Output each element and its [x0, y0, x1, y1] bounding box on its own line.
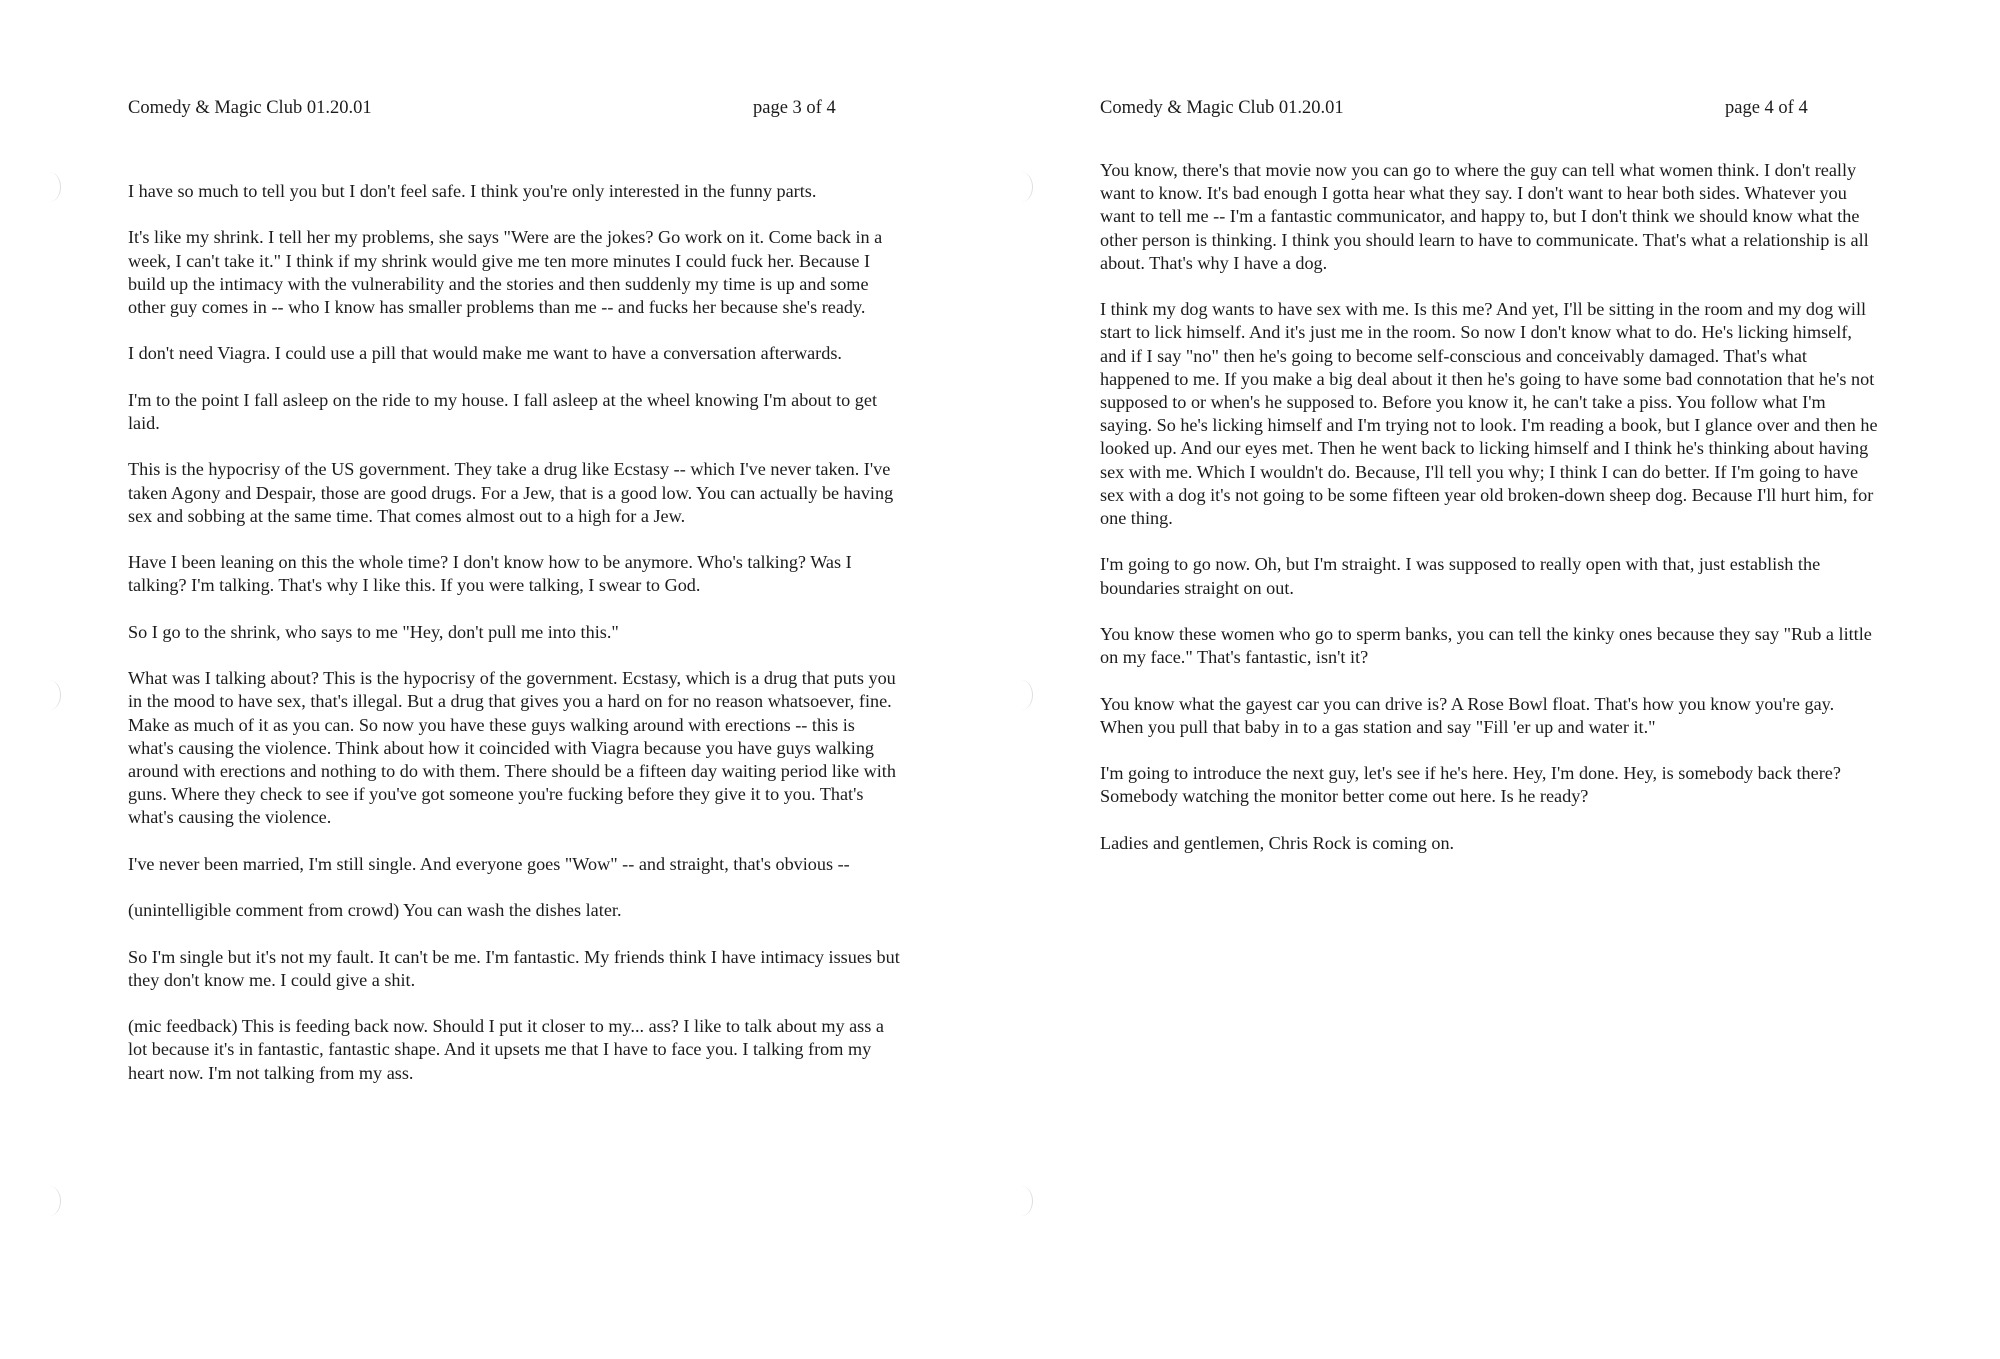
page-number: page 4 of 4 [1725, 98, 1808, 118]
punch-hole-mark [38, 680, 61, 710]
page-header [1100, 98, 1878, 124]
paragraph: You know these women who go to sperm banks, you can tell the kinky ones because they say "Rub a little on my face." That's fantastic, isn't it? [1100, 624, 1872, 668]
paragraph: (unintelligible comment from crowd) You can wash the dishes later. [128, 900, 622, 921]
page-number: page 3 of 4 [753, 98, 836, 118]
punch-hole-mark [38, 1186, 61, 1216]
paragraph: I'm to the point I fall asleep on the ride to my house. I fall asleep at the wheel knowing I'm about to get laid. [128, 389, 878, 433]
page-header [128, 98, 903, 124]
paragraph: So I go to the shrink, who says to me "Hey, don't pull me into this." [128, 621, 619, 642]
punch-hole-mark [1010, 172, 1033, 202]
paragraph: What was I talking about? This is the hypocrisy of the government. Ecstasy, which is a drug that puts you in the mood to have sex, that's illegal. But a drug that gives you a hard on for no reason whatsoever, fine. Make as much of it as you can. So now you have these guys walking around with erections -- this is what's causing the violence. Think about how it coincided with Viagra because you have guys walking around with erections and nothing to do with them. There should be a fifteen day waiting period like with guns. Where they check to see if you've got someone you're fucking before they give it to you. That's what's causing the violence. [128, 668, 896, 828]
document-title: Comedy & Magic Club 01.20.01 [128, 98, 372, 118]
paragraph: You know, there's that movie now you can go to where the guy can tell what women think. I don't really want to know. It's bad enough I gotta hear what they say. I don't want to hear both sides. Whatever you want to tell me -- I'm a fantastic communicator, and happy to, but I don't think we should know what the other person is thinking. I think you should learn to have to communicate. That's what a relationship is all about. That's why I have a dog. [1100, 160, 1869, 273]
document-title: Comedy & Magic Club 01.20.01 [1100, 98, 1344, 118]
paragraph: (mic feedback) This is feeding back now. Should I put it closer to my... ass? I like to talk about my ass a lot because it's in fantastic, fantastic shape. And it upsets me that I have to face you. I talking from my heart now. I'm not talking from my ass. [128, 1016, 884, 1083]
paragraph: I think my dog wants to have sex with me. Is this me? And yet, I'll be sitting in the room and my dog will start to lick himself. And it's just me in the room. So now I don't know what to do. He's licking himself, and if I say "no" then he's going to become self-conscious and conceivably damaged. That's what happened to me. If you make a big deal about it then he's going to have some bad connotation that he's not supposed to or when's he supposed to. Before you know it, he can't take a piss. You follow what I'm saying. So he's licking himself and I'm trying not to look. I'm reading a book, but I glance over and then he looked up. And our eyes met. Then he went back to licking himself and I think he's thinking about having sex with me. Which I wouldn't do. Because, I'll tell you why; I think I can do better. If I'm going to have sex with a dog it's not going to be some fifteen year old broken-down sheep dog. Because I'll hurt him, for one thing. [1100, 299, 1878, 529]
paragraph: So I'm single but it's not my fault. It can't be me. I'm fantastic. My friends think I have intimacy issues but they don't know me. I could give a shit. [128, 946, 900, 990]
paragraph: I'm going to go now. Oh, but I'm straight. I was supposed to really open with that, just establish the boundaries straight on out. [1100, 554, 1821, 598]
paragraph: Ladies and gentlemen, Chris Rock is coming on. [1100, 832, 1455, 853]
paragraph: I've never been married, I'm still single. And everyone goes "Wow" -- and straight, that's obvious -- [128, 853, 850, 874]
punch-hole-mark [1010, 680, 1033, 710]
page-body [1100, 159, 1878, 878]
paragraph: I have so much to tell you but I don't feel safe. I think you're only interested in the funny parts. [128, 181, 817, 201]
page-body [128, 180, 903, 1108]
transcript-page-3 [128, 0, 903, 1359]
paragraph: Have I been leaning on this the whole time? I don't know how to be anymore. Who's talking? Was I talking? I'm talking. That's why I like this. If you were talking, I swear to God. [128, 552, 852, 596]
punch-hole-mark [1010, 1186, 1033, 1216]
paragraph: It's like my shrink. I tell her my problems, she says "Were are the jokes? Go work on it. Come back in a week, I can't take it." I think if my shrink would give me ten more minutes I could fuck her. Because I build up the intimacy with the vulnerability and the stories and then suddenly my time is up and some other guy comes in -- who I know has smaller problems than me -- and fucks her because she's ready. [128, 227, 883, 317]
paragraph: This is the hypocrisy of the US government. They take a drug like Ecstasy -- which I've never taken. I've taken Agony and Despair, those are good drugs. For a Jew, that is a good low. You can actually be having sex and sobbing at the same time. That comes almost out to a high for a Jew. [128, 459, 894, 526]
transcript-page-4 [1100, 0, 1878, 1359]
paragraph: You know what the gayest car you can drive is? A Rose Bowl float. That's how you know you're gay. When you pull that baby in to a gas station and say "Fill 'er up and water it." [1100, 693, 1835, 737]
paragraph: I don't need Viagra. I could use a pill that would make me want to have a conversation afterwards. [128, 343, 842, 364]
paragraph: I'm going to introduce the next guy, let's see if he's here. Hey, I'm done. Hey, is somebody back there? Somebody watching the monitor better come out here. Is he ready? [1100, 763, 1841, 807]
punch-hole-mark [38, 172, 61, 202]
